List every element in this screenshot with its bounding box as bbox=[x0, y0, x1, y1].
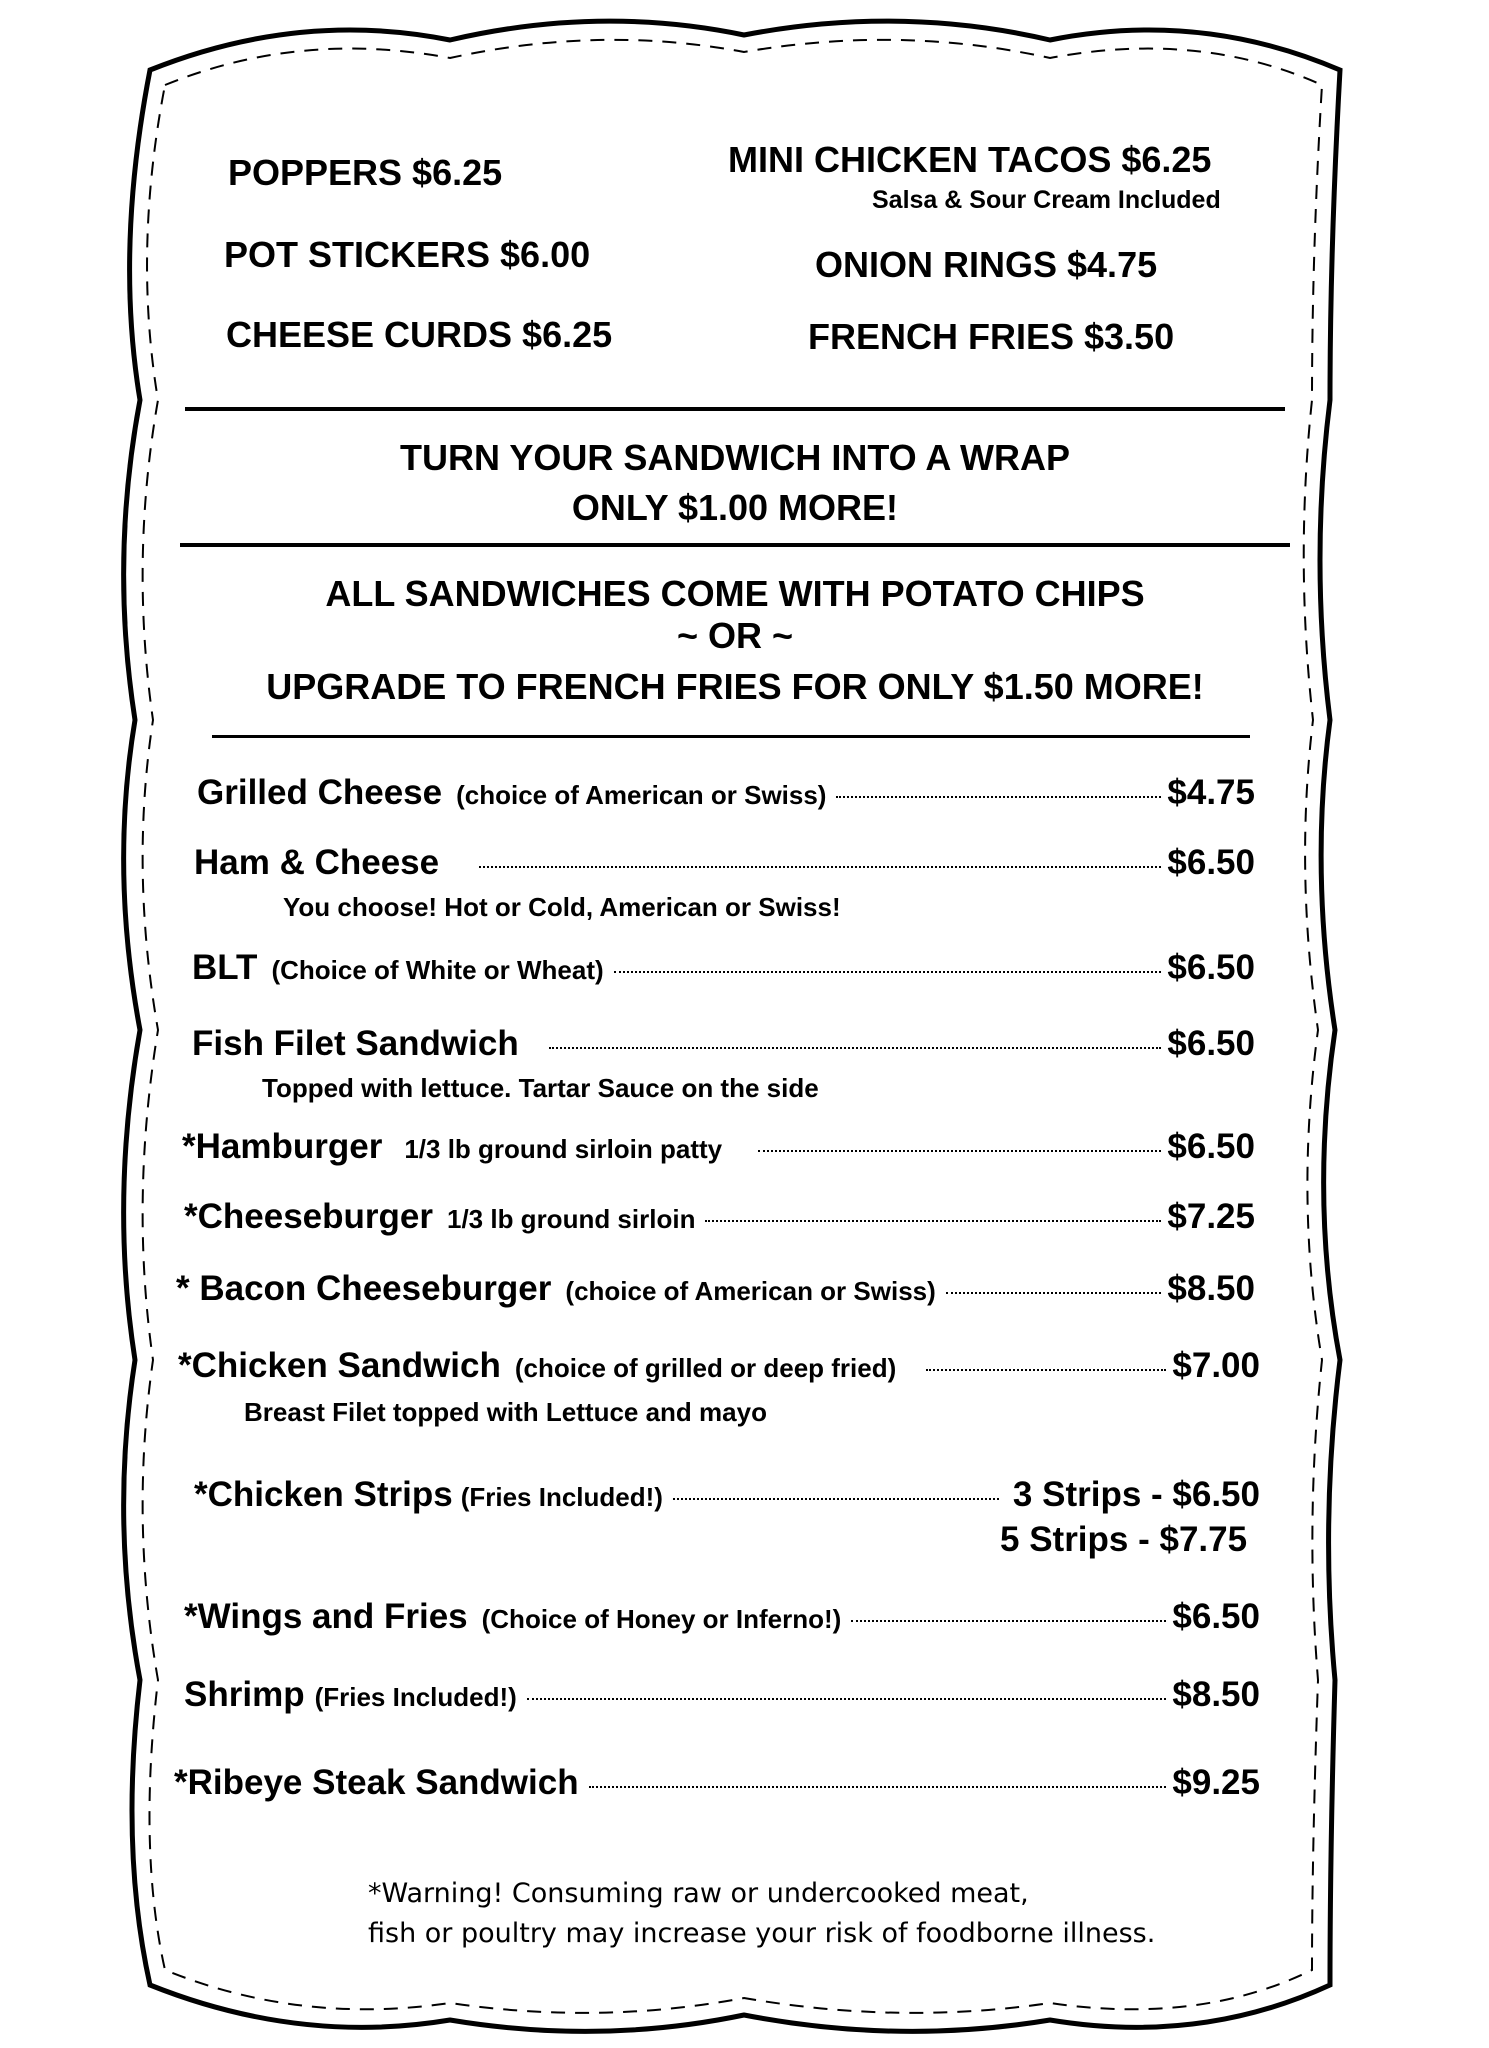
item-price: $6.50 bbox=[1167, 948, 1255, 987]
item-price: 3 Strips - $6.50 bbox=[1012, 1475, 1260, 1514]
item-name: *Ribeye Steak Sandwich bbox=[174, 1763, 579, 1802]
item-note: (Fries Included!) bbox=[460, 1482, 663, 1512]
appetizer-tacos-note: Salsa & Sour Cream Included bbox=[872, 186, 1221, 214]
appetizer-onion-rings: ONION RINGS $4.75 bbox=[815, 244, 1158, 285]
item-price: $9.25 bbox=[1172, 1763, 1260, 1802]
item-name: Fish Filet Sandwich bbox=[192, 1024, 519, 1063]
warning-line2: fish or poultry may increase your risk of foodborne illness. bbox=[368, 1918, 1156, 1949]
item-note: (Choice of Honey or Inferno!) bbox=[481, 1604, 842, 1634]
dot-leader bbox=[479, 866, 1161, 868]
divider-middle bbox=[180, 543, 1290, 547]
chips-notice-line2: ~ OR ~ bbox=[676, 615, 794, 656]
item-name: Grilled Cheese bbox=[197, 773, 443, 812]
wrap-notice-line1: TURN YOUR SANDWICH INTO A WRAP bbox=[400, 437, 1070, 478]
dot-leader bbox=[851, 1620, 1166, 1622]
menu-item bbox=[192, 948, 1255, 988]
dot-leader bbox=[614, 971, 1162, 973]
warning-line1: *Warning! Consuming raw or undercooked meat, bbox=[368, 1878, 1029, 1909]
dot-leader bbox=[836, 796, 1161, 798]
menu-item bbox=[194, 1475, 1260, 1515]
dot-leader bbox=[549, 1047, 1162, 1049]
item-name: *Cheeseburger bbox=[184, 1197, 433, 1236]
item-note: (choice of grilled or deep fried) bbox=[514, 1353, 897, 1383]
item-name: Ham & Cheese bbox=[194, 843, 440, 882]
chips-notice-line1: ALL SANDWICHES COME WITH POTATO CHIPS bbox=[325, 573, 1145, 614]
appetizer-french-fries: FRENCH FRIES $3.50 bbox=[808, 316, 1175, 357]
item-note: 1/3 lb ground sirloin patty bbox=[404, 1134, 723, 1164]
item-name: *Chicken Strips bbox=[194, 1475, 453, 1514]
dot-leader bbox=[758, 1150, 1161, 1152]
item-name: * Bacon Cheeseburger bbox=[176, 1269, 552, 1308]
menu-item bbox=[192, 1024, 1255, 1064]
appetizer-pot-stickers: POT STICKERS $6.00 bbox=[224, 234, 591, 275]
item-description: Breast Filet topped with Lettuce and mayo bbox=[244, 1397, 767, 1427]
item-price: $6.50 bbox=[1167, 1024, 1255, 1063]
divider-top bbox=[185, 407, 1285, 411]
appetizer-cheese-curds: CHEESE CURDS $6.25 bbox=[226, 314, 613, 355]
dot-leader bbox=[705, 1220, 1161, 1222]
menu-item bbox=[182, 1127, 1255, 1167]
item-price: $8.50 bbox=[1167, 1269, 1255, 1308]
item-name: *Wings and Fries bbox=[184, 1597, 468, 1636]
wrap-notice-line2: ONLY $1.00 MORE! bbox=[571, 487, 899, 528]
item-price: $7.25 bbox=[1167, 1197, 1255, 1236]
menu-item bbox=[178, 1346, 1260, 1386]
item-name: Shrimp bbox=[184, 1675, 305, 1714]
item-price: $8.50 bbox=[1172, 1675, 1260, 1714]
menu-item bbox=[184, 1675, 1260, 1715]
dot-leader bbox=[673, 1498, 999, 1500]
item-description: You choose! Hot or Cold, American or Swiss! bbox=[283, 892, 841, 922]
item-note: 1/3 lb ground sirloin bbox=[446, 1204, 696, 1234]
divider-sandwiches bbox=[212, 735, 1250, 738]
item-price: $6.50 bbox=[1167, 1127, 1255, 1166]
item-note: (choice of American or Swiss) bbox=[456, 780, 827, 810]
item-price: $6.50 bbox=[1167, 843, 1255, 882]
item-price: $4.75 bbox=[1167, 773, 1255, 812]
item-price-secondary: 5 Strips - $7.75 bbox=[1000, 1520, 1248, 1559]
appetizer-mini-chicken-tacos: MINI CHICKEN TACOS $6.25 bbox=[728, 139, 1212, 180]
chips-notice-line3: UPGRADE TO FRENCH FRIES FOR ONLY $1.50 MORE! bbox=[266, 666, 1204, 707]
item-note: (Fries Included!) bbox=[314, 1682, 517, 1712]
menu-item bbox=[184, 1597, 1260, 1637]
item-name: *Chicken Sandwich bbox=[178, 1346, 501, 1385]
item-price: $7.00 bbox=[1172, 1346, 1260, 1385]
item-note: (Choice of White or Wheat) bbox=[271, 955, 604, 985]
item-name: BLT bbox=[192, 948, 258, 987]
item-note: (choice of American or Swiss) bbox=[565, 1276, 936, 1306]
dot-leader bbox=[589, 1786, 1167, 1788]
item-price: $6.50 bbox=[1172, 1597, 1260, 1636]
item-description: Topped with lettuce. Tartar Sauce on the side bbox=[262, 1073, 819, 1103]
menu-item bbox=[174, 1763, 1260, 1803]
dot-leader bbox=[527, 1698, 1167, 1700]
menu-item bbox=[184, 1197, 1255, 1237]
menu-item bbox=[197, 773, 1255, 813]
menu-item bbox=[194, 843, 1255, 883]
dot-leader bbox=[946, 1292, 1162, 1294]
appetizer-poppers: POPPERS $6.25 bbox=[228, 152, 503, 193]
item-name: *Hamburger bbox=[182, 1127, 383, 1166]
dot-leader bbox=[926, 1369, 1166, 1371]
menu-item bbox=[176, 1269, 1255, 1309]
